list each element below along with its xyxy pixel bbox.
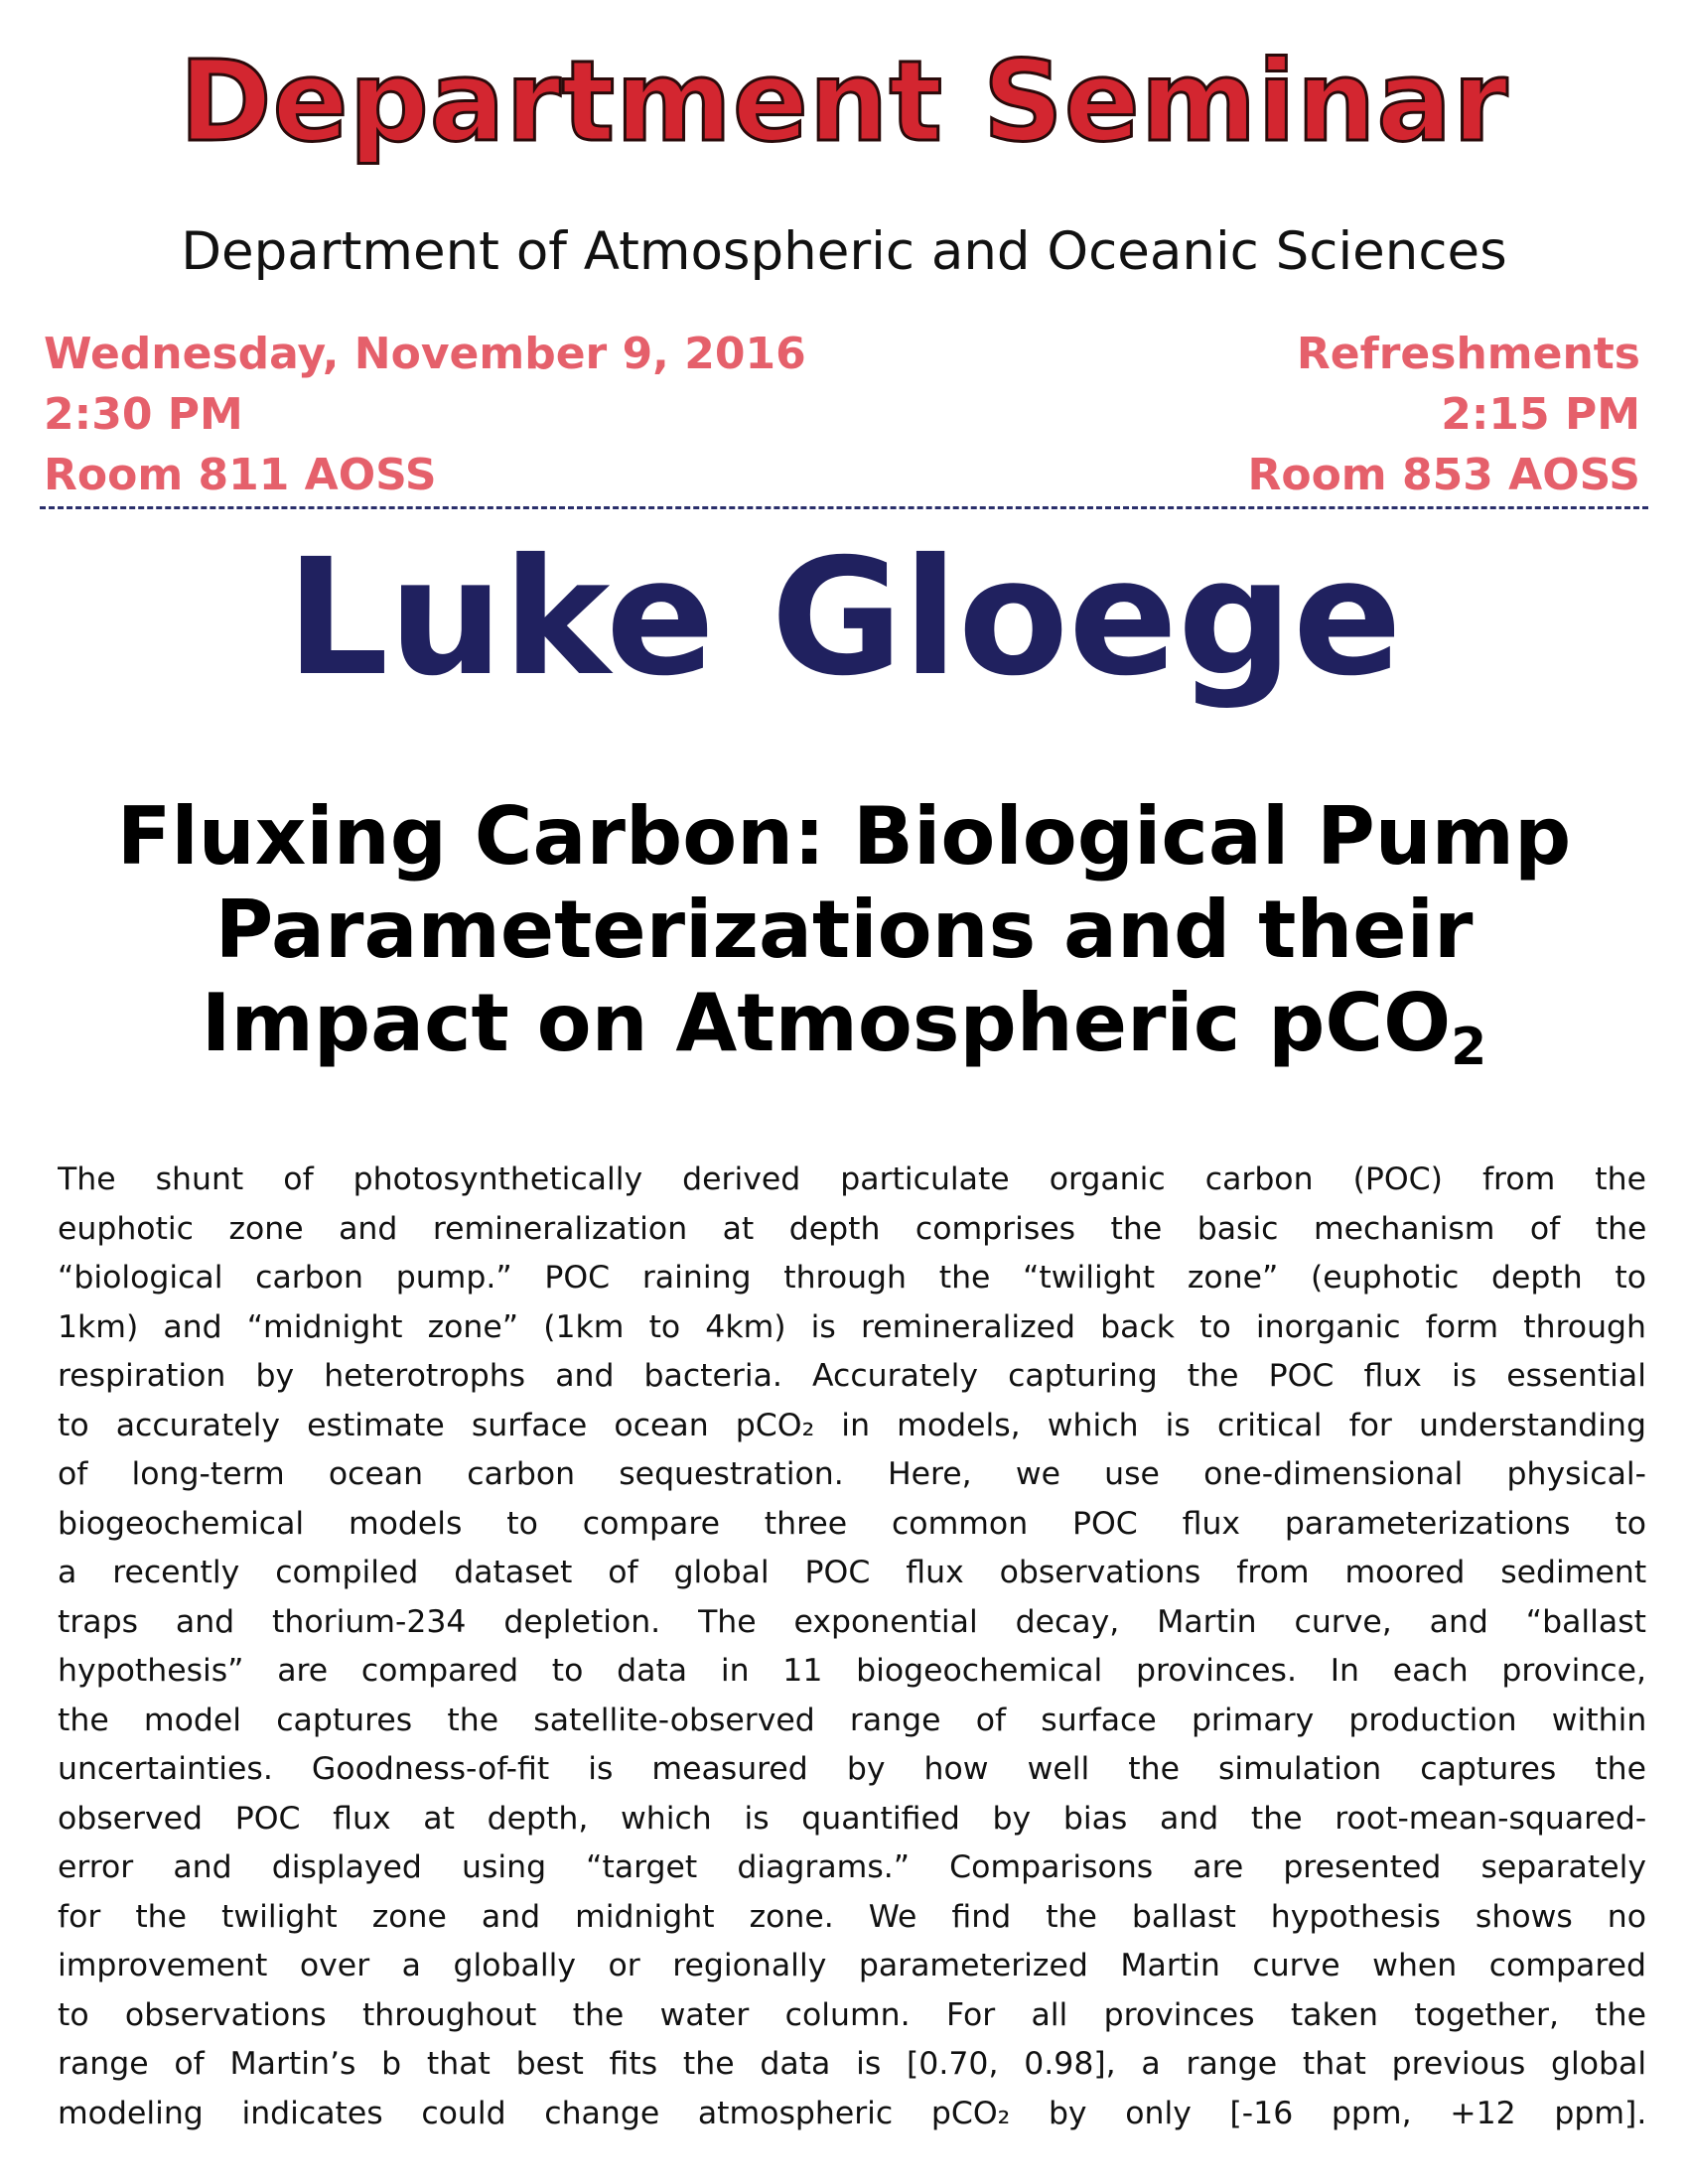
abstract-line: The shunt of photosynthetically derived particulate organic carbon (POC) from the [58,1161,1646,1197]
talk-title-line-2: Parameterizations and their [214,884,1474,976]
abstract-line: 1km) and “midnight zone” (1km to 4km) is remineralized back to inorganic form through [58,1308,1646,1345]
abstract-line: the model captures the satellite-observed range of surface primary production within [58,1702,1646,1738]
event-details [44,324,806,505]
talk-title [0,790,1688,1077]
abstract-line: “biological carbon pump.” POC raining through the “twilight zone” (euphotic depth to [58,1260,1646,1296]
abstract-line: biogeochemical models to compare three common POC flux parameterizations to [58,1505,1646,1542]
seminar-heading: Department Seminar [179,38,1509,167]
talk-title-line-3 [0,977,1688,1077]
talk-title-line-1: Fluxing Carbon: Biological Pump [116,790,1572,883]
speaker-name: Luke Gloege [286,525,1402,712]
department-name: Department of Atmospheric and Oceanic Sciences [181,221,1507,282]
abstract-line: of long-term ocean carbon sequestration. Here, we use one-dimensional physical- [58,1456,1646,1492]
abstract-line: to observations throughout the water column. For all provinces taken together, the [58,1996,1646,2033]
abstract-line: a recently compiled dataset of global POC flux observations from moored sediment [58,1555,1646,1590]
abstract-line: range of Martin’s b that best fits the data is [0.70, 0.98], a range that previous global [58,2046,1646,2082]
refreshments-time: 2:15 PM [1441,389,1640,440]
abstract-line: modeling indicates could change atmospheric pCO₂ by only [-16 ppm, +12 ppm]. [58,2095,1646,2131]
event-time: 2:30 PM [44,389,243,440]
abstract-line: for the twilight zone and midnight zone. We find the ballast hypothesis shows no [58,1898,1646,1935]
event-room: Room 811 AOSS [44,450,437,500]
abstract-line: respiration by heterotrophs and bacteria. Accurately capturing the POC flux is essential [58,1358,1646,1394]
refreshments-label: Refreshments [1296,329,1640,379]
abstract-line: improvement over a globally or regionally parameterized Martin curve when compared [58,1948,1646,1983]
abstract-line: error and displayed using “target diagrams.” Comparisons are presented separately [58,1849,1646,1885]
abstract-line: observed POC flux at depth, which is quantified by bias and the root-mean-squared- [58,1800,1646,1837]
abstract-line: euphotic zone and remineralization at depth comprises the basic mechanism of the [58,1210,1646,1247]
talk-title-subscript: 2 [1451,1018,1487,1077]
abstract-line: traps and thorium-234 depletion. The exponential decay, Martin curve, and “ballast [58,1603,1646,1640]
abstract-line: uncertainties. Goodness-of-fit is measured by how well the simulation captures the [58,1751,1646,1787]
dashed-divider [40,506,1648,509]
event-date: Wednesday, November 9, 2016 [44,329,806,379]
talk-title-line-3-text: Impact on Atmospheric pCO [201,977,1452,1069]
abstract-line: to accurately estimate surface ocean pCO₂ in models, which is critical for understanding [58,1407,1646,1443]
refreshments-room: Room 853 AOSS [1247,450,1640,500]
abstract [58,1156,1646,2138]
abstract-line: hypothesis” are compared to data in 11 biogeochemical provinces. In each province, [58,1653,1646,1689]
refreshments-details [1247,324,1640,505]
